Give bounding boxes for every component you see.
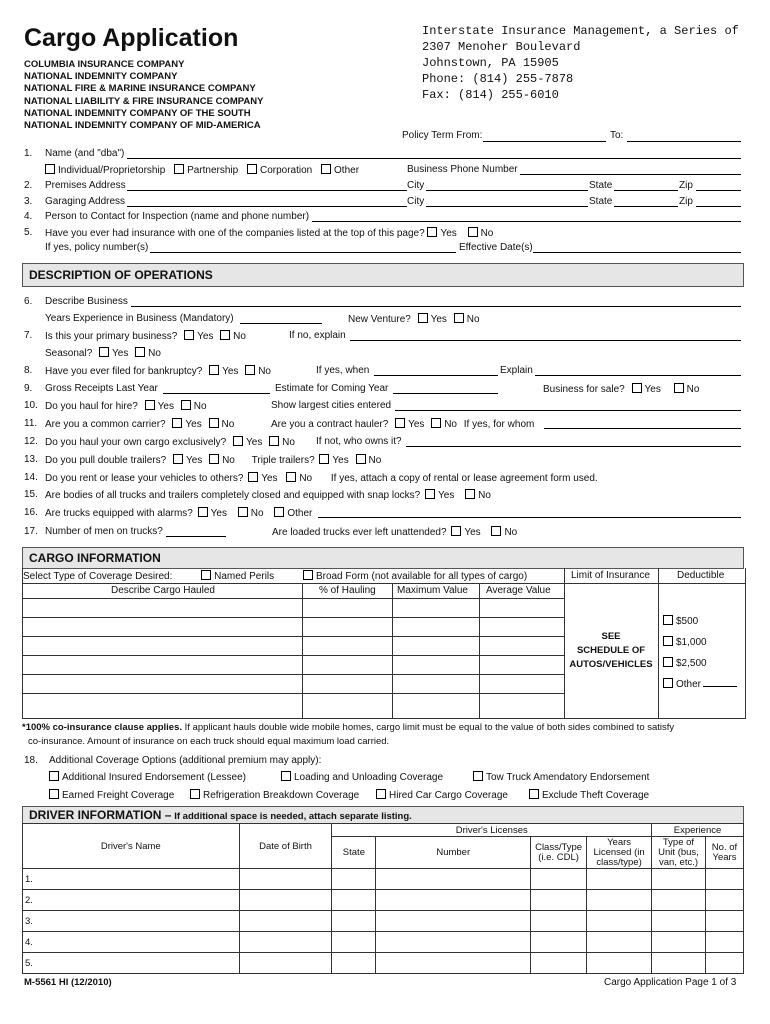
option-refrigeration [190,789,359,801]
agency-line: 2307 Menoher Boulevard [422,40,581,54]
premises-state-field[interactable] [614,190,678,191]
company-item: COLUMBIA INSURANCE COMPANY [24,59,185,70]
no-label: No [299,473,313,484]
individual-checkbox[interactable] [45,164,55,174]
maximum-value-header: Maximum Value [397,585,468,596]
see-schedule-line: SEE [601,631,621,642]
company-item: NATIONAL INDEMNITY COMPANY OF THE SOUTH [24,107,251,119]
no-checkbox[interactable] [356,454,366,464]
no-label: No [148,348,161,359]
item-number: 16. [24,507,38,518]
coinsurance-bold: *100% co-insurance clause applies. [22,722,182,733]
deductible-500-label: $500 [676,616,699,627]
yes-checkbox[interactable] [145,400,155,410]
yes-checkbox[interactable] [425,489,435,499]
state-label: State [589,196,613,207]
double-trailers-question [45,454,381,466]
yes-checkbox[interactable] [632,383,642,393]
yes-label: Yes [222,366,239,377]
option-exclude-theft [529,789,649,801]
yes-checkbox[interactable] [451,526,461,536]
unit-type-header: Type of Unit (bus, van, etc.) [652,837,706,869]
no-checkbox[interactable] [209,418,219,428]
no-label: No [504,527,518,538]
individual-label: Individual/Proprietorship [58,165,166,176]
driver-row[interactable] [23,911,744,932]
who-owns-field[interactable] [406,446,741,447]
no-checkbox[interactable] [238,507,248,517]
yes-label: Yes [644,384,661,395]
cargo-row[interactable] [23,617,564,637]
deductible-header: Deductible [677,570,725,581]
exclude-theft-checkbox[interactable] [529,789,539,799]
additional-coverage-label: Additional Coverage Options (additional premium may apply): [49,755,322,766]
deductible-other-checkbox[interactable] [663,678,673,688]
agency-line: Fax: (814) 255-6010 [422,88,559,102]
cargo-row[interactable] [23,598,564,618]
refrigeration-label: Refrigeration Breakdown Coverage [203,790,360,801]
attach-agreement-note: If yes, attach a copy of rental or lease agreement form used. [330,473,598,484]
common-carrier-label: Are you a common carrier? [45,419,166,430]
other-label: Other [287,508,313,519]
seasonal-question [45,347,161,359]
deductible-2500-checkbox[interactable] [663,657,673,667]
yes-checkbox[interactable] [173,454,183,464]
section-title: DRIVER INFORMATION – [29,808,172,822]
item-number: 7. [24,330,33,341]
years-licensed-header: Years Licensed (in class/type) [587,837,652,869]
common-carrier-question [45,418,234,430]
city-label: City [407,196,425,207]
deductible-options [663,611,737,695]
primary-business-label: Is this your primary business? [45,331,178,342]
no-label: No [686,384,700,395]
estimate-label: Estimate for Coming Year [275,383,389,394]
no-label: No [250,508,264,519]
deductible-2500-label: $2,500 [676,658,707,669]
additional-insured-label: Additional Insured Endorsement (Lessee) [62,772,246,783]
no-checkbox[interactable] [468,227,478,237]
option-hired-car [376,789,508,801]
driver-row-number: 2. [23,890,240,911]
policy-term-label: Policy Term From: [402,130,483,141]
page-number: Cargo Application Page 1 of 3 [604,977,737,988]
no-of-years-header: No. of Years [705,837,743,869]
driver-row[interactable] [23,953,744,974]
option-loading [281,771,443,783]
item-number: 3. [24,196,33,207]
yes-checkbox[interactable] [418,313,428,323]
garaging-field[interactable] [127,206,407,207]
named-perils-checkbox[interactable] [201,570,211,580]
item-number: 10. [24,400,38,411]
item-number: 12. [24,436,38,447]
hired-car-checkbox[interactable] [376,789,386,799]
tow-truck-checkbox[interactable] [473,771,483,781]
who-owns-label: If not, who owns it? [316,436,402,447]
yes-checkbox[interactable] [427,227,437,237]
business-for-sale-question [543,383,699,395]
entity-type-row [45,164,359,176]
agency-line: Phone: (814) 255-7878 [422,72,574,86]
item-number: 4. [24,211,33,222]
no-checkbox[interactable] [269,436,279,446]
name-label: Name (and "dba") [45,148,125,159]
driver-row-number: 3. [23,911,240,932]
policy-term-to-label: To: [610,130,624,141]
cargo-section-header [22,547,744,569]
yes-label: Yes [112,348,129,359]
corporation-label: Corporation [259,165,313,176]
if-no-explain-label: If no, explain [289,330,346,341]
form-number: M-5561 HI (12/2010) [24,977,112,988]
driver-row[interactable] [23,932,744,953]
agency-line: Johnstown, PA 15905 [422,56,559,70]
see-schedule-line: SCHEDULE OF [576,645,646,656]
loading-label: Loading and Unloading Coverage [294,772,444,783]
yes-label: Yes [430,314,447,325]
earned-freight-label: Earned Freight Coverage [62,790,175,801]
drivers-name-header: Driver's Name [23,824,240,869]
no-checkbox[interactable] [135,347,145,357]
men-on-trucks-field[interactable] [166,536,226,537]
name-field[interactable] [127,158,741,159]
bankruptcy-label: Have you ever filed for bankruptcy? [45,366,203,377]
page-title: Cargo Application [24,24,239,52]
partnership-checkbox[interactable] [174,164,184,174]
yes-checkbox[interactable] [184,330,194,340]
premises-field[interactable] [127,190,407,191]
deductible-500-checkbox[interactable] [663,615,673,625]
no-label: No [193,401,207,412]
yes-checkbox[interactable] [319,454,329,464]
snap-locks-question [45,489,491,501]
policy-term-from-field[interactable] [483,141,606,142]
broad-form-label: Broad Form (not available for all types of cargo) [315,571,528,582]
zip-label: Zip [679,180,693,191]
for-sale-label: Business for sale? [543,384,625,395]
own-cargo-label: Do you haul your own cargo exclusively? [45,437,227,448]
company-item: NATIONAL FIRE & MARINE INSURANCE COMPANY [24,83,256,95]
yes-label: Yes [438,490,455,501]
company-item: NATIONAL LIABILITY & FIRE INSURANCE COMPANY [24,95,264,107]
item-number: 1. [24,148,33,159]
item-number: 11. [24,418,38,429]
largest-cities-field[interactable] [395,410,741,411]
corporation-checkbox[interactable] [247,164,257,174]
no-label: No [222,455,235,466]
garaging-state-field[interactable] [614,206,678,207]
no-checkbox[interactable] [431,418,441,428]
contact-field[interactable] [312,221,741,222]
no-label: No [233,331,246,342]
item-number: 14. [24,472,38,483]
other-checkbox[interactable] [274,507,284,517]
number-header: Number [376,837,531,869]
no-label: No [221,419,235,430]
alarms-other-field[interactable] [318,517,741,518]
city-label: City [407,180,425,191]
yes-label: Yes [197,331,214,342]
garaging-zip-field[interactable] [696,206,741,207]
premises-city-field[interactable] [426,190,588,191]
driver-section-header [22,806,744,824]
see-schedule-note [564,630,658,672]
yes-checkbox[interactable] [395,418,405,428]
estimate-field[interactable] [393,393,498,394]
item-number: 17. [24,526,38,537]
hired-car-label: Hired Car Cargo Coverage [389,790,508,801]
deductible-1000-checkbox[interactable] [663,636,673,646]
yes-label: Yes [408,419,425,430]
policy-numbers-label: If yes, policy number(s) [45,242,149,253]
yes-checkbox[interactable] [99,347,109,357]
no-checkbox[interactable] [286,472,296,482]
yes-label: Yes [157,401,174,412]
coverage-type-select [23,570,527,582]
yes-label: Yes [246,437,263,448]
business-phone-label: Business Phone Number [407,164,518,175]
no-checkbox[interactable] [454,313,464,323]
yes-checkbox[interactable] [172,418,182,428]
loading-checkbox[interactable] [281,771,291,781]
no-checkbox[interactable] [181,400,191,410]
gross-receipts-label: Gross Receipts Last Year [45,383,158,394]
driver-row-number: 5. [23,953,240,974]
see-schedule-line: AUTOS/VEHICLES [569,659,653,670]
driver-table [22,823,744,974]
coinsurance-note [22,722,674,733]
triple-trailers-label: Triple trailers? [251,455,315,466]
average-value-header: Average Value [486,585,551,596]
deductible-other-label: Other [676,679,702,690]
driver-row-number: 4. [23,932,240,953]
no-label: No [478,490,491,501]
seasonal-label: Seasonal? [45,348,93,359]
coinsurance-note-line2: co-insurance. Amount of insurance on each truck should equal maximum load carried. [28,736,390,747]
yes-label: Yes [185,455,203,466]
item-number: 8. [24,365,33,376]
yes-checkbox[interactable] [198,507,208,517]
additional-insured-checkbox[interactable] [49,771,59,781]
driver-row[interactable] [23,890,744,911]
no-label: No [282,437,295,448]
item-number: 9. [24,383,33,394]
other-label: Other [334,165,360,176]
item-number: 5. [24,227,33,238]
yes-checkbox[interactable] [233,436,243,446]
no-checkbox[interactable] [209,454,219,464]
no-checkbox[interactable] [674,383,684,393]
cargo-row[interactable] [23,636,564,656]
state-label: State [589,180,613,191]
double-trailers-label: Do you pull double trailers? [45,455,167,466]
yes-label: Yes [261,473,278,484]
yes-label: Yes [185,419,202,430]
describe-business-label: Describe Business [45,296,128,307]
item-number: 18. [24,755,38,766]
effective-date-label: Effective Date(s) [459,242,533,253]
bankruptcy-explain-field[interactable] [535,375,741,376]
deductible-other-field[interactable] [703,686,737,687]
option-tow-truck [473,771,649,783]
driver-row[interactable] [23,869,744,890]
experience-header: Experience [652,824,744,837]
haul-for-hire-label: Do you haul for hire? [45,401,138,412]
pct-hauling-header: % of Hauling [319,585,376,596]
driver-row-number: 1. [23,869,240,890]
unattended-label: Are loaded trucks ever left unattended? [272,527,447,538]
cargo-row[interactable] [23,655,564,675]
largest-cities-label: Show largest cities entered [271,400,392,411]
item-number: 2. [24,180,33,191]
operations-section-header [22,263,744,287]
yes-label: Yes [440,228,457,239]
partnership-label: Partnership [187,165,239,176]
zip-label: Zip [679,196,693,207]
snap-locks-label: Are bodies of all trucks and trailers completely closed and equipped with snap locks? [45,490,421,501]
agency-line: Interstate Insurance Management, a Series of [422,24,739,38]
prior-insurance-question [45,227,493,239]
class-type-header: Class/Type (i.e. CDL) [531,837,587,869]
no-label: No [466,314,480,325]
option-earned-freight [49,789,174,801]
rent-lease-label: Do you rent or lease your vehicles to others? [45,473,244,484]
no-label: No [444,419,457,430]
select-coverage-label: Select Type of Coverage Desired: [23,571,173,582]
named-perils-label: Named Perils [214,571,275,582]
years-experience-label: Years Experience in Business (Mandatory) [45,313,234,324]
bankruptcy-question [45,365,271,377]
contract-hauler-question [271,418,534,430]
no-checkbox[interactable] [491,526,501,536]
no-label: No [480,228,494,239]
item-number: 6. [24,296,33,307]
option-additional-insured [49,771,246,783]
cargo-row[interactable] [23,693,564,713]
limit-of-insurance-header: Limit of Insurance [571,570,650,581]
explain-label: Explain [500,365,533,376]
yes-label: Yes [464,527,481,538]
years-experience-field[interactable] [240,323,322,324]
own-cargo-question [45,436,295,448]
garaging-city-field[interactable] [426,206,588,207]
no-label: No [258,366,271,377]
prior-insurance-label: Have you ever had insurance with one of the companies listed at the top of this page? [45,228,425,239]
company-item: NATIONAL INDEMNITY COMPANY [24,71,178,83]
haul-for-hire-question [45,400,207,412]
if-no-explain-field[interactable] [350,340,741,341]
describe-business-field[interactable] [131,306,741,307]
agency-address [422,23,770,103]
if-yes-when-label: If yes, when [316,365,370,376]
tow-truck-label: Tow Truck Amendatory Endorsement [486,772,650,783]
company-item: NATIONAL INDEMNITY COMPANY OF MID-AMERICA [24,120,261,132]
item-number: 13. [24,454,38,465]
no-checkbox[interactable] [220,330,230,340]
bankruptcy-when-field[interactable] [374,375,498,376]
men-on-trucks-label: Number of men on trucks? [45,526,163,537]
yes-label: Yes [210,508,227,519]
alarms-label: Are trucks equipped with alarms? [45,508,193,519]
broad-form-checkbox[interactable] [303,570,313,580]
yes-label: Yes [332,455,349,466]
new-venture-question [348,313,480,325]
dob-header: Date of Birth [239,824,332,869]
contact-label: Person to Contact for Inspection (name and phone number) [45,211,310,222]
refrigeration-checkbox[interactable] [190,789,200,799]
section-title: DESCRIPTION OF OPERATIONS [29,268,213,282]
licenses-header: Driver's Licenses [332,824,652,837]
coinsurance-text: If applicant hauls double wide mobile homes, cargo limit must be equal to the value of both sides combined to satisfy [182,722,675,733]
cargo-row[interactable] [23,674,564,694]
yes-checkbox[interactable] [248,472,258,482]
premises-label: Premises Address [45,180,126,191]
policy-term-to-field[interactable] [627,141,741,142]
alarms-question [45,507,312,519]
other-checkbox[interactable] [321,164,331,174]
section-note: If additional space is needed, attach separate listing. [174,811,412,822]
policy-numbers-field[interactable] [150,252,456,253]
effective-date-field[interactable] [533,252,741,253]
unattended-question [272,526,517,538]
section-title: CARGO INFORMATION [29,551,161,565]
for-whom-label: If yes, for whom [463,419,535,430]
deductible-1000-label: $1,000 [676,637,707,648]
company-list [24,59,263,132]
business-phone-field[interactable] [520,174,741,175]
describe-cargo-header: Describe Cargo Hauled [111,585,215,596]
no-checkbox[interactable] [465,489,475,499]
contract-hauler-label: Are you a contract hauler? [271,419,389,430]
for-whom-field[interactable] [544,428,741,429]
garaging-label: Garaging Address [45,196,126,207]
premises-zip-field[interactable] [696,190,741,191]
item-number: 15. [24,489,38,500]
no-checkbox[interactable] [245,365,255,375]
new-venture-label: New Venture? [348,314,411,325]
yes-checkbox[interactable] [209,365,219,375]
earned-freight-checkbox[interactable] [49,789,59,799]
gross-receipts-field[interactable] [163,393,270,394]
primary-business-question [45,330,246,342]
cargo-table [22,568,746,719]
state-header: State [332,837,376,869]
exclude-theft-label: Exclude Theft Coverage [542,790,650,801]
no-label: No [368,455,382,466]
rent-lease-question [45,472,598,484]
